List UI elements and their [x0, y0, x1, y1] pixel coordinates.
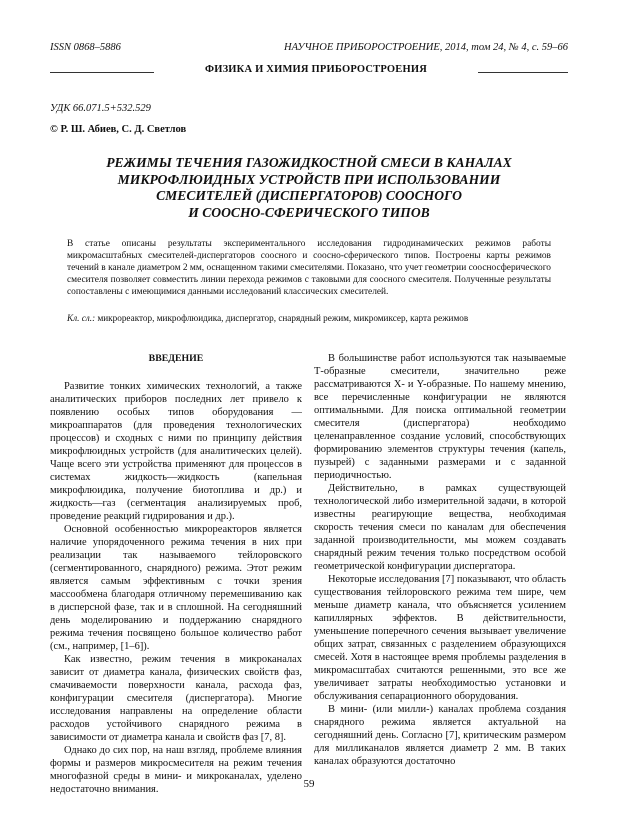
right-column [314, 352, 566, 768]
paragraph: Как известно, режим течения в микроканалах зависит от диаметра канала, физических свойств фаз, смачиваемости поверхности канала, расхода фаз, конфигурации смесителя (диспергатора). Многие исследования направлены на определение области расходов устойчивого снарядного режима в зависимости от диаметра канала и свойств фаз [7, 8]. [50, 654, 302, 743]
section-heading: ВВЕДЕНИЕ [148, 353, 204, 364]
rubric-rule-right [478, 72, 568, 73]
article-title [50, 155, 568, 221]
title-line: СМЕСИТЕЛЕЙ (ДИСПЕРГАТОРОВ) СООСНОГО [156, 188, 462, 203]
abstract: В статье описаны результаты экспериментального исследования гидродинамических режимов работы микромасштабных смесителей-диспергаторов соосного и соосно-сферического типов. Построены карты режимов течений в канале диаметром 2 мм, оснащенном такими смесителями. Показано, что учет геометрии соосносферического смесителя позволяет совместить линии перехода режимов с таковыми для соосного смесителя. Полученные результаты сопоставлены с имеющимися данными исследований классических смесителей. [67, 239, 551, 297]
paragraph: Основной особенностью микрореакторов является наличие упорядоченного режима течения в них при реализации так называемого тейлоровского (сегментированного, снарядного) режима. Этот режим является самым эффективным с точки зрения массообмена благодаря отличному перемешиванию как в дисперсной фазе, так и в сплошной. На сегодняшний день моделированию и поддержанию снарядного режима течения посвящено большое количество работ (см., например, [1–6]). [50, 524, 302, 652]
rubric-bar [50, 64, 568, 80]
title-line: МИКРОФЛЮИДНЫХ УСТРОЙСТВ ПРИ ИСПОЛЬЗОВАНИИ [117, 171, 501, 187]
paragraph: В мини- (или милли-) каналах проблема создания снарядного режима является актуальной на сегодняшний день. Согласно [7], критическим размером для милликаналов является диаметр 2 мм. В таких каналах образуются достаточно [314, 704, 566, 767]
page-number: 59 [303, 778, 315, 790]
rubric-title: ФИЗИКА И ХИМИЯ ПРИБОРОСТРОЕНИЯ [204, 64, 427, 75]
journal-citation: НАУЧНОЕ ПРИБОРОСТРОЕНИЕ, 2014, том 24, № 4, с. 59–66 [284, 42, 568, 53]
paragraph: Действительно, в рамках существующей технологической либо измерительной задачи, в которой известны реагирующие вещества, необходимая скорость течения смеси по каналам для обеспечения заданной производительности, мы можем создавать снарядный режим течения только посредством особой геометрической конфигурации диспергатора. [314, 483, 566, 572]
keywords [67, 313, 551, 323]
udk-code: УДК 66.071.5+532.529 [50, 103, 151, 114]
title-line: И СООСНО-СФЕРИЧЕСКОГО ТИПОВ [188, 204, 430, 220]
paragraph: Однако до сих пор, на наш взгляд, проблеме влияния формы и размеров микросмесителя на режим течения многофазной среды в мини- и микроканалах, уделено недостаточно внимания. [50, 745, 302, 795]
paragraph: Некоторые исследования [7] показывают, что область существования тейлоровского режима тем шире, чем меньше диаметр канала, что объясняется усилением капиллярных эффектов. В действительности, уменьшение поперечного сечения вызывает увеличение общих затрат, связанных с разделением образующихся смесей. Хотя в настоящее время проблемы разделения в микромасштабах считаются решенными, это все же увеличивает затраты необходимостью установки и обслуживания сепарационного оборудования. [314, 574, 566, 702]
title-line: РЕЖИМЫ ТЕЧЕНИЯ ГАЗОЖИДКОСТНОЙ СМЕСИ В КАНАЛАХ [106, 155, 512, 170]
rubric-rule-left [50, 72, 154, 73]
keywords-text: микрореактор, микрофлюидика, диспергатор, снарядный режим, микромиксер, карта режимов [95, 313, 469, 323]
keywords-label: Кл. сл.: [67, 313, 96, 323]
paragraph: Развитие тонких химических технологий, а также аналитических приборов последних лет привело к появлению особых типов оборудования — микроаппаратов (для проведения технологических процессов) и сходных с ними по принципу действия микрофлюидных устройств (для аналитических целей). Чаще всего эти устройства применяют для процессов в системах жидкость—жидкость (капельная микрофлюидика, получение биотоплива и др.) и жидкость—газ (сегментация анализируемых проб, проведение реакций гидрирования и др.). [50, 381, 302, 522]
left-column [50, 352, 302, 796]
paragraph: В большинстве работ используются так называемые Т-образные смесители, значительно реже рассматриваются Х- и Y-образные. По нашему мнению, все перечисленные конфигурации не являются оптимальными. Для поиска оптимальной геометрии смесителя (диспергатора) необходимо целенаправленное создание условий, способствующих формированию элементов структуры течения (капель, пузырей) с заданными размерами и с заданной периодичностью. [314, 353, 566, 481]
issn: ISSN 0868–5886 [50, 42, 121, 53]
authors: © Р. Ш. Абиев, С. Д. Светлов [50, 124, 187, 135]
